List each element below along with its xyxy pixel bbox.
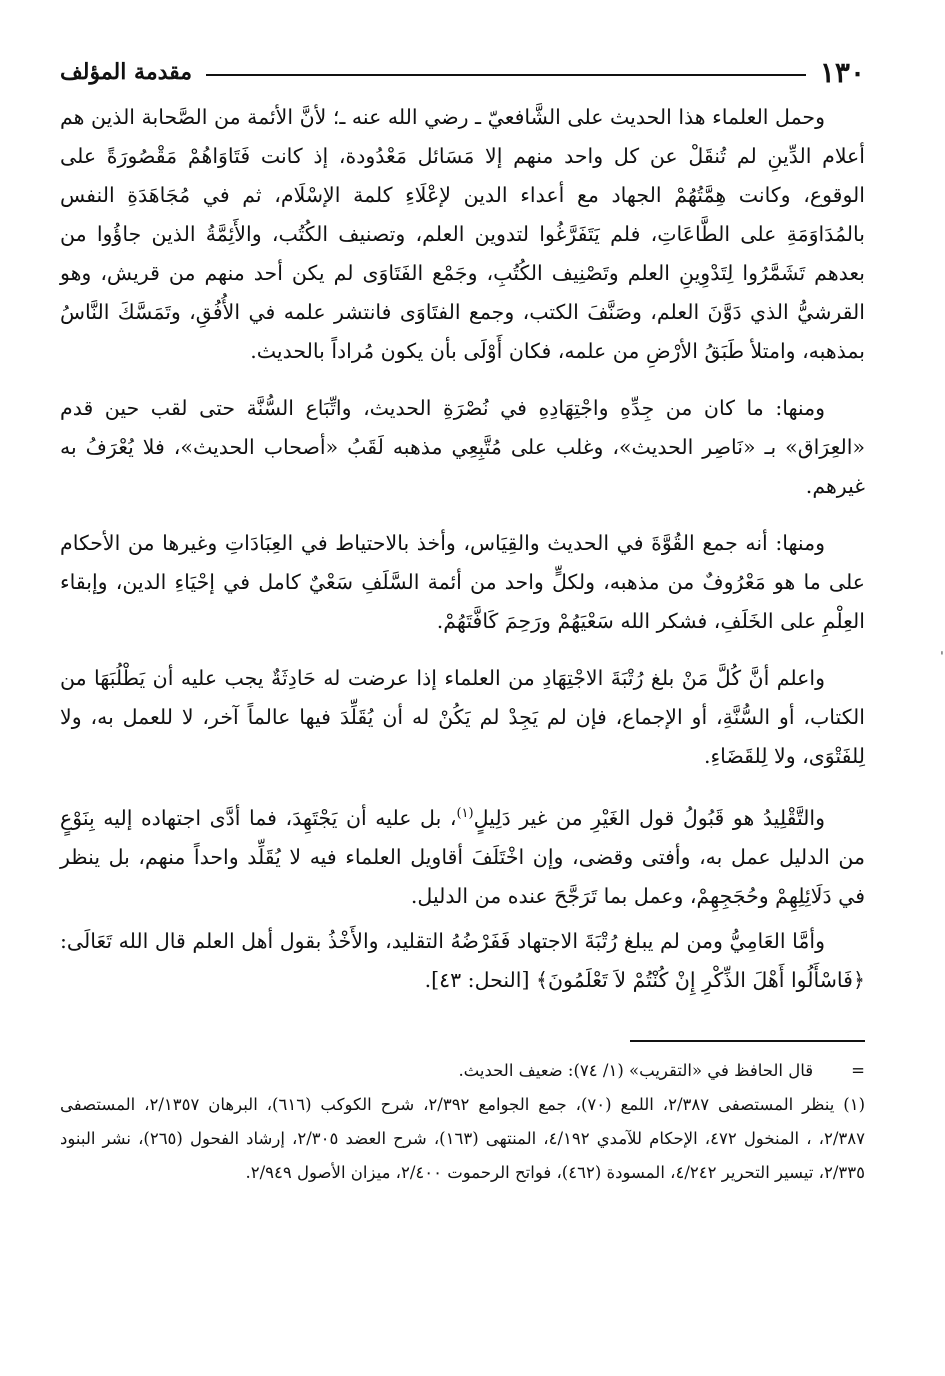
book-page <box>60 50 865 1190</box>
footnote-separator <box>630 1040 865 1042</box>
main-text <box>60 98 865 1000</box>
page-number: ١٣٠ <box>819 55 865 89</box>
footnote-continuation-text: قال الحافظ في «التقريب» (١/ ٧٤): ضعيف الحديث. <box>458 1060 814 1080</box>
taqlid-text-end: ، بل عليه أن يَجْتَهِدَ، فما أدَّى اجتهاده إليه بِنَوْعٍ من الدليل عمل به، وأفتى وقضى، وإن اخْتَلَفَ أقاويل العلماء فيه لا يُقَلِّد واحداً منهم، بل ينظر في دَلَائِلِهِمْ وحُجَجِهِمْ، وعمل بما تَرَجَّحَ عنده من الدليل. <box>60 805 865 908</box>
header-rule <box>206 74 806 76</box>
running-title: مقدمة المؤلف <box>60 59 193 85</box>
paragraph-nasir-al-hadith: ومنها: ما كان من جِدِّهِ واجْتِهَادِهِ في نُصْرَةِ الحديث، واتِّبَاع السُّنَّة حتى لقب حين قدم «العِرَاق» بـ «نَاصِر الحديث»، وغلب على مُتَّبِعِي مذهبه لَقَبُ «أصحاب الحديث»، فلا يُعْرَفُ به غيرهم. <box>60 396 865 498</box>
footnote-reference[interactable]: (١) <box>456 806 474 821</box>
margin-speck: ˈ <box>940 650 944 666</box>
taqlid-text-start: والتَّقْلِيدُ هو قَبُولُ قول الغَيْرِ من غير دَلِيلٍ <box>473 805 826 830</box>
continuation-mark: = <box>851 1060 865 1080</box>
footnotes <box>60 1054 865 1190</box>
paragraph-ammi: وأمَّا العَامِيُّ ومن لم يبلغ رُتْبَةَ الاجتهاد فَفَرْضُهُ التقليد، والأَخْذُ بقول أهل العلم قال الله تَعَالَى: ﴿فَاسْأَلُوا أَهْلَ الذِّكْرِ إِنْ كُنْتُمْ لاَ تَعْلَمُونَ﴾ [النحل: ٤٣]. <box>60 928 865 992</box>
paragraph-shafii: وحمل العلماء هذا الحديث على الشَّافعيّ ـ رضي الله عنه ـ؛ لأنَّ الأئمة من الصَّحابة الذين هم أعلام الدِّينِ لم تُنقَلْ عن كل واحد منهم إلا مَسَائل مَعْدُودة، إذ كانت فَتَاوَاهُمْ مَقْصُورَةً على الوقوع، وكانت هِمَّتُهُمْ الجهاد مع أعداء الدين لإعْلَاءِ كلمة الإسْلَام، ثم في مُجَاهَدَةِ النفس بالمُدَاوَمَةِ على الطَّاعَاتِ، فلم يَتَفَرَّغُوا لتدوين العلم، وتصنيف الكُتُب، والأَئِمَّةُ الذين جاؤُوا من بعدهم تَشَمَّرُوا لِتَدْوِينِ العلم وتَصْنِيف الكُتُبِ، وجَمْع الفَتَاوَى لم يكن أحد منهم من قريش، وهو القرشيُّ الذي دَوَّنَ العلم، وصَنَّفَ الكتب، وجمع الفتَاوَى فانتشر علمه في الأُفُقِ، وتَمَسَّكَ النَّاسُ بمذهبه، وامتلأ طَبَقُ الأرْضِ من علمه، فكان أَوْلَى بأن يكون مُراداً بالحديث. <box>60 105 865 363</box>
paragraph-quwwa: ومنها: أنه جمع القُوَّةَ في الحديث والقِيَاس، وأخذ بالاحتياط في العِبَادَاتِ وغيرها من الأحكام على ما هو مَعْرُوفٌ من مذهبه، ولكلٍّ واحد من أئمة السَّلَفِ سَعْيٌ كامل في إحْيَاءِ الدين، وإبقاء العِلْمِ على الخَلَفِ، فشكر الله سَعْيَهُمْ ورَحِمَ كَافَّتَهُمْ. <box>60 531 865 633</box>
paragraph-taqlid <box>60 794 865 916</box>
paragraph-ijtihad: واعلم أنَّ كُلَّ مَنْ بلغ رُتْبَةَ الاجْتِهَادِ من العلماء إذا عرضت له حَادِثَةٌ يجب عليه أن يَطْلُبَهَا من الكتاب، أو السُّنَّةِ، أو الإجماع، فإن لم يَجِدْ لم يَكُنْ له أن يُقَلِّدَ فيها عالماً آخر، لا للعمل به، ولا لِلفَتْوَى، ولا لِلقَضَاءِ. <box>60 666 865 768</box>
page-header <box>60 50 865 94</box>
footnote-continuation <box>60 1054 865 1088</box>
footnote-1: (١) ينظر المستصفى ٢/٣٨٧، اللمع (٧٠)، جمع الجوامع ٢/٣٩٢، شرح الكوكب (٦١٦)، البرهان ٢/١٣٥٧، المستصفى ٢/٣٨٧، ، المنخول ٤٧٢، الإحكام للآمدي ٤/١٩٢، المنتهى (١٦٣)، شرح العضد ٢/٣٠٥، إرشاد الفحول (٢٦٥)، نشر البنود ٢/٣٣٥، تيسير التحرير ٤/٢٤٢، المسودة (٤٦٢)، فواتح الرحموت ٢/٤٠٠، ميزان الأصول ٢/٩٤٩. <box>60 1094 866 1182</box>
